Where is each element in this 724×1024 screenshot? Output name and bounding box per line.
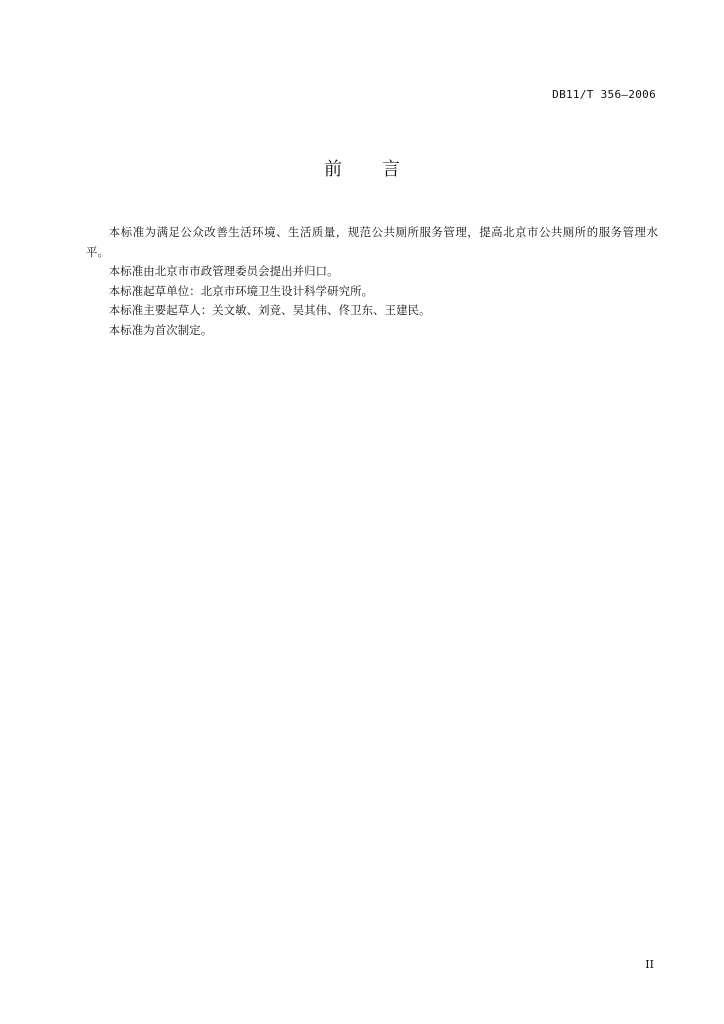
paragraph-drafting-unit: 本标准起草单位：北京市环境卫生设计科学研究所。: [108, 283, 374, 298]
paragraph-purpose: 本标准为满足公众改善生活环境、生活质量，规范公共厕所服务管理，提高北京市公共厕所的服务管理水平。: [86, 225, 658, 259]
page-number: II: [645, 958, 654, 971]
foreword-body: [86, 223, 658, 341]
document-code: DB11/T 356—2006: [552, 88, 656, 101]
page-title: 前言: [324, 159, 440, 180]
paragraph-drafters: 本标准主要起草人：关文敏、刘竞、吴其伟、佟卫东、王建民。: [108, 303, 431, 318]
paragraph-proposer: 本标准由北京市市政管理委员会提出并归口。: [108, 264, 339, 279]
paragraph-first-edition: 本标准为首次制定。: [108, 322, 213, 337]
